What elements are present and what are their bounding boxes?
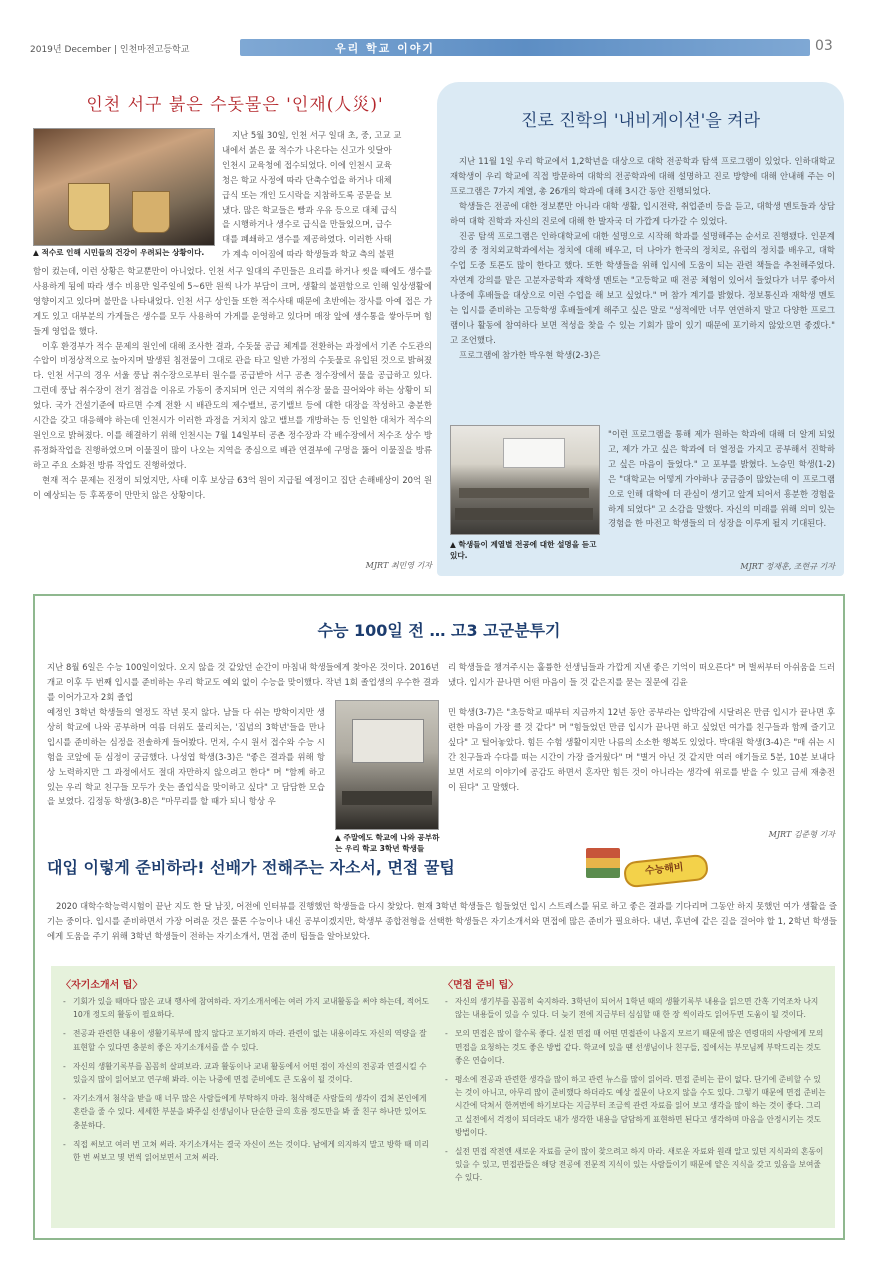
article1-p2: 이후 환경부가 적수 문제의 원인에 대해 조사한 결과, 수돗물 공급 체계를 전환하는 과정에서 기존 수도관의 수압이 비정상적으로 높아지며 발생된 침전물이 그대로 관을 타고 일반 가정의 수돗물로 유입된 것으로 밝혀졌다. 인천 서구의 경우 서울 풍납 취수장으로부터 원수를 공급받아 서구 공촌 정수장에서 물을 공급하고 있다. 그런데 풍납 취수장이 전기 점검을 이유로 가동이 중지되며 인근 지역의 취수장 물을 끌어와야 하는 상황이 되었다. 국가 건설기준에 따르면 수계 전환 시 배관도의 제수밸브, 공기밸브 등에 대한 대장을 작성하고 충분한 시간을 갖고 대응해야 하는데 인천시가 이러한 과정을 거치지 않고 밸브를 개방하는 등 인일한 대처가 적수의 원인으로 밝혀졌다. 이를 해결하기 위해 인천시는 7월 14일부터 공촌 정수장과 각 배수장에서 저수조 상수 방류정화작업을 진행하였으며 이물질이 많이 나오는 지역을 중심으로 배관 연결부에 구멍을 뚫어 이물질을 방류하고 주요 소화전 방류 작업도 진행하였다. bbox=[33, 340, 432, 470]
article3-caption: ▲ 주말에도 학교에 나와 공부하는 우리 학교 3학년 학생들 bbox=[335, 833, 440, 853]
article1-line: 인천시 교육청에 접수되었다. 이에 인천시 교육 bbox=[222, 159, 392, 170]
article2-photo bbox=[450, 425, 600, 535]
tip-item: - 자기소개서 첨삭을 받을 때 너무 많은 사람들에게 부탁하지 마라. 첨삭해준 사람들의 생각이 겹쳐 본인에게 혼란을 줄 수 있다. 세세한 부분을 봐주실 선생님이나 단순한 글의 흐름 정도만을 봐 줄 친구 하나만 있어도 충분하다. bbox=[63, 1094, 427, 1130]
tip-item: - 전공과 관련한 내용이 생활기록부에 많지 않다고 포기하지 마라. 관련이 없는 내용이라도 자신의 역량을 잘 표현할 수 있다면 충분히 좋은 자기소개서를 쓸 수 있다. bbox=[63, 1029, 427, 1052]
article3-left-narrow: 예정인 3학년 학생들의 열정도 작년 못지 않다. 남들 다 쉬는 방학이지만 생상히 학교에 나와 공부하며 여름 더위도 물리치는, '집념의 3학년'들을 만나 입시를 준비하는 심정을 전솔하게 들어봤다. 먼저, 수시 원서 접수와 수능 시험을 코앞에 둔 심정이 궁금했다. 나성엽 학생(3-3)은 "좋은 결과를 위해 항상 노력하지만 그 과정에서도 절대 자만하지 않으려고 한다" 며 "함께 하고 있는 우리 학교 친구들 모두가 웃는 졸업식을 맞이하고 싶다" 고 담담한 모습을 보였다. 김정동 학생(3-8)은 "마무리를 할 때가 되니 항상 우 bbox=[47, 707, 325, 807]
tips-left-heading: 〈자기소개서 팁〉 bbox=[61, 980, 143, 991]
article1-line: 급식 또는 개인 도시락을 지참하도록 공문을 보 bbox=[222, 189, 392, 200]
article3-photo bbox=[335, 700, 439, 830]
article1-line: 내에서 붉은 물 적수가 나온다는 신고가 잇달아 bbox=[222, 144, 392, 155]
article1-narrow-column bbox=[222, 128, 432, 262]
article4-intro: 2020 대학수학능력시험이 끝난 지도 한 달 남짓, 어전에 인터뷰를 진행했던 학생들을 다시 찾았다. 현재 3학년 학생들은 힘들었던 입시 스트레스를 뒤로 하고 좋은 결과를 기다리며 그동안 하지 못했던 여가 생활을 즐기는 중이다. 입시를 준비하면서 가장 어려운 것은 물론 수능이나 내신 공부이겠지만, 학생부 종합전형을 선택한 학생들은 자기소개서와 면접에 많은 준비가 필요하다. 내년, 후년에 같은 길을 걸어야 할 1, 2학년 학생들에게 도움을 주기 위해 3학년 학생들이 전하는 자기소개서, 면접 준비 팁들을 알아보았다. bbox=[47, 901, 837, 941]
article1-line: 청은 학교 사정에 따라 단축수업을 하거나 대체 bbox=[222, 174, 392, 185]
article2-byline: MJRT 정재훈, 조현규 기자 bbox=[740, 562, 835, 571]
article1-line: 지난 5월 30일, 인천 서구 일대 초, 중, 고교 교 bbox=[232, 130, 402, 140]
tips-box bbox=[51, 966, 835, 1228]
desk-row bbox=[459, 488, 589, 498]
tips-left bbox=[61, 976, 433, 1170]
header-section-title: 우리 학교 이야기 bbox=[334, 42, 436, 55]
article2-caption: ▲ 학생들이 계열별 전공에 대한 설명을 듣고 있다. bbox=[450, 540, 597, 560]
article2-p4-start: 프로그램에 참가한 박우현 학생(2-3)은 bbox=[459, 349, 601, 360]
article2-narrow-column: "이런 프로그램을 통해 제가 원하는 학과에 대해 더 알게 되었고, 제가 가고 싶은 학과에 더 열정을 가지고 공부해서 진학하고 싶은 마음이 들었다." 고 포부를 밝혔다. 노승민 학생(1-2)은 "대학교는 어떻게 가야하나 궁금증이 많았는데 이 프로그램으로 인해 대학에 더 관심이 생기고 앞게 되어서 흥분한 경험을 하게 되었다" 고 소감을 말했다. 자신의 미래를 위해 의미 있는 경험을 한 마전고 학생들의 더 성장을 이루게 될지 기대된다. bbox=[608, 429, 835, 529]
article1-body bbox=[33, 264, 432, 503]
tip-item: - 직접 써보고 여러 번 고쳐 써라. 자기소개서는 결국 자신이 쓰는 것이다. 남에게 의지하지 말고 방학 때 미리 한 번 써보고 몇 번씩 읽어보면서 고쳐 써라. bbox=[63, 1139, 429, 1163]
article1-photo bbox=[33, 128, 215, 246]
tip-item: - 모의 면접은 많이 할수록 좋다. 실전 면접 때 어떤 면접관이 나올지 모르기 때문에 많은 연령대의 사람에게 모의면접을 요청하는 것도 좋은 방법 같다. 학교에 있을 땐 선생님이나 친구들, 집에서는 부모님께 부탁드리는 것도 좋은 연습이다. bbox=[445, 1029, 824, 1065]
tip-item: - 기회가 있을 때마다 많은 교내 행사에 참여하라. 자기소개서에는 여러 가지 교내활동을 써야 하는데, 적어도 10개 정도의 활동이 필요하다. bbox=[63, 997, 429, 1020]
article1-p1-cont: 함이 컸는데, 이런 상황은 학교뿐만이 아니었다. 인천 서구 일대의 주민들은 요리를 하거나 씻을 때에도 생수를 사용하게 됨에 따라 생수 비용만 일주일에 5~6만 원씩 나가 부담이 크며, 생활의 불편함으로 인해 일상생활에 영향이지고 있다며 불만을 나타내었다. 인천 서구 상인들 또한 적수사태 때문에 초반에는 장사를 아예 접은 가게도 있고 대부분의 가게들은 생수를 모두 사용하여 가게를 운영하고 있다며 매장 앞에 생수통을 쌓아두며 힘들게 영업을 했다. bbox=[33, 266, 432, 336]
tip-item: - 실전 면접 작전엔 새로운 자료를 굳이 많이 찾으려고 하지 마라. 새로운 자료와 원래 알고 있던 지식과의 혼동이 있을 수 있고, 면접관들은 해당 전공에 전문적 지식이 있는 사람들이기 때문에 얕은 지식을 갖고 있음을 보여줄 수 있다. bbox=[445, 1147, 824, 1183]
tips-right bbox=[443, 976, 828, 1191]
article1-line: 대를 폐쇄하고 생수를 제공하였다. 이러한 사태 bbox=[222, 234, 392, 245]
article1-line: 을 시행하거나 생수로 급식을 만들었으며, 급수 bbox=[222, 219, 392, 230]
article3-title: 수능 100일 전 … 고3 고군분투기 bbox=[317, 621, 561, 640]
article3-right-wide: 리 학생들을 챙겨주시는 훌륭한 선생님들과 가깝게 지낸 좋은 기억이 떠오른다" 며 벌써부터 아쉬움을 드러냈다. 입시가 끝나면 어떤 마음이 들 것 같은지를 묻는 질문에 김윤 bbox=[448, 662, 835, 687]
cup-shape bbox=[132, 191, 170, 233]
article1-caption: ▲ 적수로 인해 시민들의 건강이 우려되는 상황이다. bbox=[33, 248, 205, 257]
tip-item: - 평소에 전공과 관련한 생각을 많이 하고 관련 뉴스를 많이 읽어라. 면접 준비는 끝이 없다. 단기에 준비할 수 있는 것이 아니고, 아무리 많이 준비했다 하더라도 예상 질문이 나오지 않을 수도 있다. 그렇기 때문에 면접 준비는 시간에 닥쳐서 한꺼번에 하기보다는 지금부터 조금씩 관련 자료를 읽어 보고 생각을 많이 하는 것이 좋다. 그리고 실전에서 걱정이 되더라도 내가 생각한 내용을 담담하게 표현하면 된다고 생각하며 마음을 안정시키는 것도 방법이다. bbox=[445, 1075, 826, 1137]
book-stack-icon bbox=[586, 848, 620, 878]
header-bar bbox=[30, 34, 845, 60]
tips-right-heading: 〈면접 준비 팁〉 bbox=[443, 980, 519, 991]
desk-row bbox=[342, 791, 432, 805]
badge-label: 수능해비 bbox=[644, 862, 684, 877]
desk-row bbox=[455, 508, 593, 520]
article1-byline: MJRT 최민영 기자 bbox=[365, 561, 432, 570]
article1-line: 냈다. 많은 학교들은 빵과 우유 등으로 대체 급식 bbox=[222, 204, 398, 215]
article2-p3: 진공 탐색 프로그램은 인하대학교에 대한 설명으로 시작해 학과를 설명해주는 순서로 진행됐다. 인문계 강의 중 정치외교학과에서는 정치에 대해 배우고, 더 나아가 한국의 정치로, 유럽의 정치를 배우고, 대학 수업 도중 토론도 많이 한다고 했다. 또한 학생들을 위해 입시에 도움이 되는 관련 책들을 추천해주었다. 자연계 강의를 맡은 고분자공학과 재학생 멘토는 "고등학교 때 전공 체험이 있어서 들었다가 너무 좋아서 나중에 후배들을 대상으로 이런 수업을 해 보고 싶었다." 며 참가 계기를 밝혔다. 정보통신과 재학생 멘토는 입시를 준비하는 고등학생 후배들에게 해주고 싶은 말로 "성적에만 너무 연연하지 말고 다양한 프로그램이나 활동에 참여하다 보면 적성을 찾을 수 있는 기회가 많이 있기 때문에 포기하지 않았으면 좋겠다." 고 조언했다. bbox=[450, 230, 835, 345]
article1-title: 인천 서구 붉은 수돗물은 '인재(人災)' bbox=[86, 95, 384, 115]
header-page-number: 03 bbox=[815, 38, 833, 54]
article4-illustration bbox=[580, 842, 710, 888]
screen-shape bbox=[503, 438, 565, 468]
cup-shape bbox=[68, 183, 110, 231]
article4-title: 대입 이렇게 준비하라! 선배가 전해주는 자소서, 면접 꿀팁 bbox=[47, 858, 455, 877]
tip-item: - 자신의 생기부를 꼼꼼히 숙지하라. 3학년이 되어서 1학년 때의 생활기록부 내용을 읽으면 간혹 기억조차 나지 않는 내용들이 있을 수 있다. 더 늦기 전에 지금부터 심심할 때 한 장 씩이라도 읽어두면 도움이 될 것이다. bbox=[445, 997, 819, 1020]
article2-body bbox=[450, 154, 835, 363]
article3-right-narrow: 민 학생(3-7)은 "초등학교 때부터 지금까지 12년 동안 공부라는 압박감에 시달려온 만큼 입시가 끝나면 후련한 마음이 가장 클 것 같다" 며 "힘들었던 만큼 입시가 끝나면 하고 싶었던 여가를 친구들과 함께 즐기고 싶다" 고 털어놓았다. 힘든 수험 생활이지만 나름의 소소한 행복도 있었다. 박대원 학생(3-4)은 "매 쉬는 시간 친구들과 수다를 떠는 시간이 가장 즐거웠다" 며 "별거 아닌 것 같지만 여러 얘기들로 5분, 10분 보내다 보면 서로의 이야기에 공감도 하면서 혼자만 힘든 것이 아니라는 생각에 위로를 받을 수 있고 금세 재충전이 된다" 고 말했다. bbox=[448, 707, 835, 792]
article2-title: 진로 진학의 '내비게이션'을 켜라 bbox=[520, 111, 761, 131]
article3-byline: MJRT 김준형 기자 bbox=[768, 830, 835, 839]
article1-p3: 현재 적수 문제는 진정이 되었지만, 사태 이후 보상금 63억 원이 지급될 예정이고 집단 손해배상이 20억 원이 예상되는 등 후폭풍이 만만치 않은 상황이다. bbox=[33, 474, 432, 500]
article2-p2: 학생들은 전공에 대한 정보뿐만 아니라 대학 생활, 입시전략, 취업준비 등을 듣고, 대학생 멘토들과 상담하여 대학 진학과 자신의 진로에 대해 한 발자국 더 가깝게 다가갈 수 있었다. bbox=[450, 200, 835, 226]
header-date: 2019년 December | 인천마전고등학교 bbox=[30, 45, 190, 55]
article3-left-wide: 지난 8월 6일은 수능 100일이었다. 오지 않을 것 같았던 순간이 마침내 학생들에게 찾아온 것이다. 2016년 개교 이후 두 번째 입시를 준비하는 우리 학교도 예외 없이 수능을 맞이했다. 작년 1회 졸업생의 우수한 결과를 이어가고자 2회 졸업 bbox=[47, 662, 439, 702]
tip-item: - 자신의 생활기록부를 꼼꼼히 살펴보라. 교과 활동이나 교내 활동에서 어떤 점이 자신의 전공과 연결시킬 수 있을지 많이 읽어보고 연구해 봐라. 이는 나중에 면접 준비에도 큰 도움이 될 것이다. bbox=[63, 1061, 427, 1085]
article2-p1: 지난 11월 1일 우리 학교에서 1,2학년을 대상으로 대학 전공학과 탐색 프로그램이 있었다. 인하대학교 재학생이 우리 학교에 직접 방문하여 대학의 전공학과에 대해 설명하고 진로 방향에 대해 안내해 주는 이 프로그램은 7가지 계열, 총 26개의 학과에 대해 3시간 동안 진행되었다. bbox=[450, 156, 835, 196]
article1-line: 가 계속 이어짐에 따라 학생들과 학교 측의 불편 bbox=[222, 249, 395, 260]
window-shape bbox=[352, 719, 424, 763]
